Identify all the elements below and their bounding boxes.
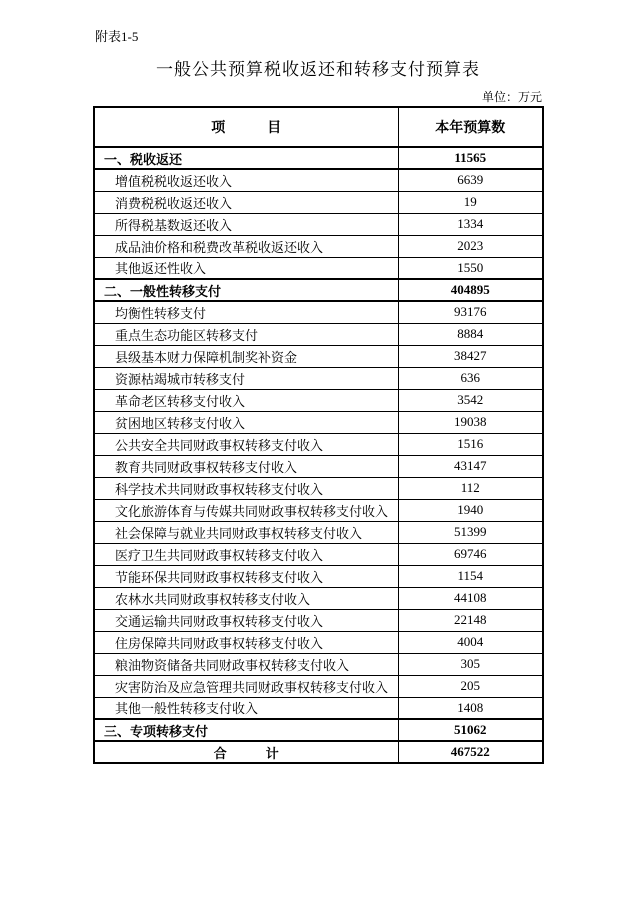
row-label: 增值税税收返还收入 [94,169,398,191]
row-label: 革命老区转移支付收入 [94,389,398,411]
row-value: 112 [398,477,543,499]
table-row [94,345,543,367]
row-label: 所得税基数返还收入 [94,213,398,235]
row-label: 农林水共同财政事权转移支付收入 [94,587,398,609]
row-value: 1940 [398,499,543,521]
table-row [94,169,543,191]
row-label: 消费税税收返还收入 [94,191,398,213]
row-label: 合 计 [94,741,398,763]
row-label: 交通运输共同财政事权转移支付收入 [94,609,398,631]
table-header [94,107,543,147]
row-label: 一、税收返还 [94,147,398,169]
table-row [94,279,543,301]
table-row [94,565,543,587]
table-row [94,301,543,323]
row-value: 93176 [398,301,543,323]
row-value: 19038 [398,411,543,433]
table-row [94,323,543,345]
row-value: 467522 [398,741,543,763]
budget-table [93,106,544,764]
column-header-amount: 本年预算数 [398,107,543,147]
row-value: 1408 [398,697,543,719]
table-row [94,587,543,609]
table-row [94,235,543,257]
table-row [94,455,543,477]
row-value: 1550 [398,257,543,279]
table-header-row [94,107,543,147]
table-row [94,609,543,631]
row-label: 文化旅游体育与传媒共同财政事权转移支付收入 [94,499,398,521]
table-row [94,433,543,455]
row-value: 44108 [398,587,543,609]
row-value: 3542 [398,389,543,411]
row-value: 38427 [398,345,543,367]
row-value: 4004 [398,631,543,653]
row-label: 其他一般性转移支付收入 [94,697,398,719]
row-value: 1154 [398,565,543,587]
row-value: 51399 [398,521,543,543]
page-title: 一般公共预算税收返还和转移支付预算表 [156,60,480,79]
table-row [94,521,543,543]
row-label: 三、专项转移支付 [94,719,398,741]
row-label: 节能环保共同财政事权转移支付收入 [94,565,398,587]
row-label: 医疗卫生共同财政事权转移支付收入 [94,543,398,565]
table-row [94,543,543,565]
table-row [94,213,543,235]
row-value: 22148 [398,609,543,631]
row-value: 43147 [398,455,543,477]
row-label: 灾害防治及应急管理共同财政事权转移支付收入 [94,675,398,697]
table-row [94,477,543,499]
row-value: 1516 [398,433,543,455]
table-row [94,499,543,521]
row-label: 县级基本财力保障机制奖补资金 [94,345,398,367]
row-label: 公共安全共同财政事权转移支付收入 [94,433,398,455]
row-value: 1334 [398,213,543,235]
row-value: 6639 [398,169,543,191]
row-label: 均衡性转移支付 [94,301,398,323]
row-value: 8884 [398,323,543,345]
table-row [94,631,543,653]
table-row [94,389,543,411]
row-value: 19 [398,191,543,213]
table-row [94,191,543,213]
table-row [94,367,543,389]
row-label: 成品油价格和税费改革税收返还收入 [94,235,398,257]
table-row [94,411,543,433]
row-value: 404895 [398,279,543,301]
table-row [94,697,543,719]
table-body [94,147,543,763]
row-label: 贫困地区转移支付收入 [94,411,398,433]
row-value: 636 [398,367,543,389]
row-label: 资源枯竭城市转移支付 [94,367,398,389]
row-label: 二、一般性转移支付 [94,279,398,301]
row-label: 科学技术共同财政事权转移支付收入 [94,477,398,499]
row-value: 2023 [398,235,543,257]
table-row [94,147,543,169]
row-label: 社会保障与就业共同财政事权转移支付收入 [94,521,398,543]
row-label: 粮油物资储备共同财政事权转移支付收入 [94,653,398,675]
row-label: 其他返还性收入 [94,257,398,279]
table-row [94,741,543,763]
table-annotation: 附表1-5 [95,29,139,44]
table-row [94,257,543,279]
table-row [94,675,543,697]
table-row [94,719,543,741]
row-label: 重点生态功能区转移支付 [94,323,398,345]
row-label: 住房保障共同财政事权转移支付收入 [94,631,398,653]
table-row [94,653,543,675]
column-header-item: 项 目 [94,107,398,147]
row-value: 69746 [398,543,543,565]
row-value: 205 [398,675,543,697]
row-value: 51062 [398,719,543,741]
unit-label: 单位：万元 [481,90,542,104]
row-label: 教育共同财政事权转移支付收入 [94,455,398,477]
row-value: 11565 [398,147,543,169]
row-value: 305 [398,653,543,675]
